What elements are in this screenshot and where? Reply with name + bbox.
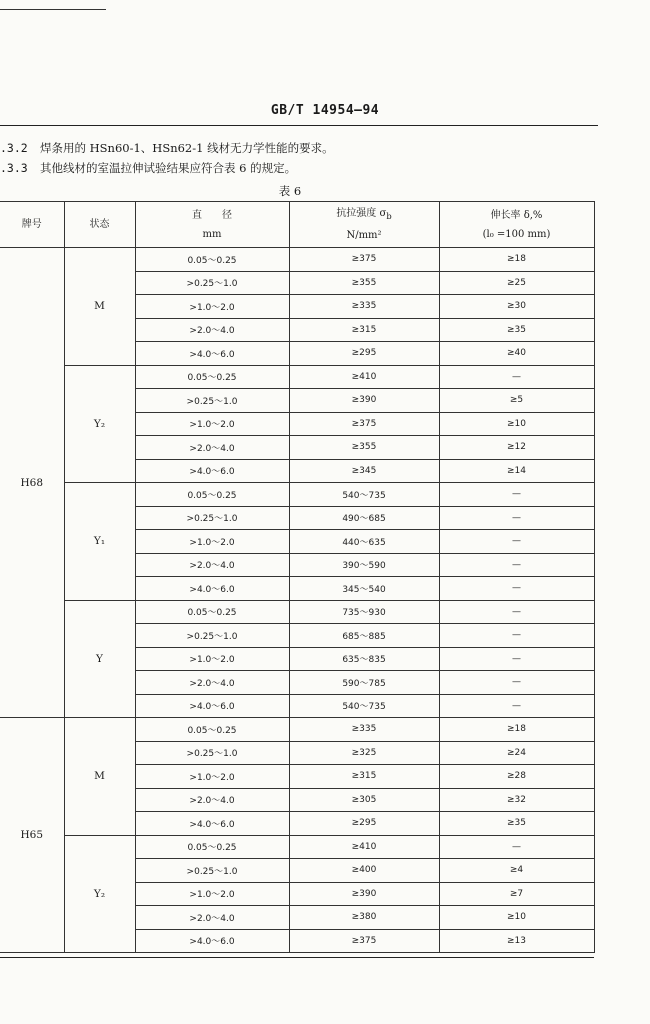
state-cell: M: [64, 718, 135, 836]
state-cell: Y₂: [64, 365, 135, 483]
header-diameter-unit: mm: [202, 228, 222, 240]
strength-cell: ≥335: [289, 295, 439, 319]
diameter-cell: 0.05～0.25: [135, 483, 289, 507]
elongation-cell: ≥32: [439, 788, 594, 812]
strength-cell: 490～685: [289, 506, 439, 530]
header-diameter-label: 直 径: [192, 209, 232, 221]
header-strength-unit: N/mm²: [346, 230, 382, 241]
elongation-cell: ≥4: [439, 859, 594, 883]
clause-number: .3.3: [0, 161, 28, 175]
strength-cell: ≥305: [289, 788, 439, 812]
property-table: [0, 201, 595, 953]
strength-cell: ≥375: [289, 929, 439, 953]
diameter-cell: >2.0～4.0: [135, 436, 289, 460]
elongation-cell: —: [439, 577, 594, 601]
diameter-cell: >4.0～6.0: [135, 694, 289, 718]
diameter-cell: >4.0～6.0: [135, 929, 289, 953]
diameter-cell: >4.0～6.0: [135, 812, 289, 836]
header-elongation-label: 伸长率 δ,%: [490, 209, 543, 221]
diameter-cell: >2.0～4.0: [135, 553, 289, 577]
elongation-cell: ≥10: [439, 412, 594, 436]
strength-cell: ≥410: [289, 365, 439, 389]
top-corner-rule: [0, 9, 106, 10]
diameter-cell: >1.0～2.0: [135, 295, 289, 319]
elongation-cell: ≥18: [439, 248, 594, 272]
state-cell: Y₂: [64, 835, 135, 953]
elongation-cell: ≥24: [439, 741, 594, 765]
strength-cell: 590～785: [289, 671, 439, 695]
header-diameter: [135, 202, 289, 248]
elongation-cell: ≥10: [439, 906, 594, 930]
elongation-cell: ≥35: [439, 812, 594, 836]
state-cell: Y₁: [64, 483, 135, 601]
elongation-cell: —: [439, 483, 594, 507]
strength-cell: 685～885: [289, 624, 439, 648]
elongation-cell: —: [439, 530, 594, 554]
header-rule: [0, 125, 598, 126]
diameter-cell: >2.0～4.0: [135, 906, 289, 930]
elongation-cell: ≥7: [439, 882, 594, 906]
diameter-cell: >0.25～1.0: [135, 624, 289, 648]
header-strength: [289, 202, 439, 248]
diameter-cell: 0.05～0.25: [135, 718, 289, 742]
elongation-cell: ≥12: [439, 436, 594, 460]
state-cell: M: [64, 248, 135, 366]
diameter-cell: 0.05～0.25: [135, 248, 289, 272]
strength-cell: 735～930: [289, 600, 439, 624]
strength-cell: ≥345: [289, 459, 439, 483]
diameter-cell: >4.0～6.0: [135, 459, 289, 483]
diameter-cell: >4.0～6.0: [135, 577, 289, 601]
diameter-cell: >1.0～2.0: [135, 530, 289, 554]
header-state: 状态: [64, 202, 135, 248]
elongation-cell: —: [439, 835, 594, 859]
diameter-cell: >4.0～6.0: [135, 342, 289, 366]
elongation-cell: —: [439, 365, 594, 389]
elongation-cell: ≥13: [439, 929, 594, 953]
strength-cell: 540～735: [289, 483, 439, 507]
clause-number: .3.2: [0, 141, 28, 155]
strength-cell: ≥400: [289, 859, 439, 883]
elongation-cell: ≥18: [439, 718, 594, 742]
strength-cell: ≥335: [289, 718, 439, 742]
diameter-cell: >0.25～1.0: [135, 741, 289, 765]
elongation-cell: ≥30: [439, 295, 594, 319]
diameter-cell: >1.0～2.0: [135, 412, 289, 436]
elongation-cell: ≥14: [439, 459, 594, 483]
strength-cell: ≥315: [289, 318, 439, 342]
diameter-cell: >1.0～2.0: [135, 647, 289, 671]
table-row: [0, 365, 594, 389]
diameter-cell: >2.0～4.0: [135, 318, 289, 342]
strength-cell: 635～835: [289, 647, 439, 671]
table-row: [0, 600, 594, 624]
strength-cell: ≥295: [289, 342, 439, 366]
strength-cell: ≥315: [289, 765, 439, 789]
diameter-cell: >2.0～4.0: [135, 671, 289, 695]
diameter-cell: 0.05～0.25: [135, 365, 289, 389]
table-row: [0, 483, 594, 507]
clause-3-3: [0, 160, 296, 176]
clause-text: 焊条用的 HSn60-1、HSn62-1 线材无力学性能的要求。: [40, 141, 334, 155]
elongation-cell: —: [439, 671, 594, 695]
header-strength-sub: b: [386, 211, 392, 221]
strength-cell: ≥380: [289, 906, 439, 930]
diameter-cell: >0.25～1.0: [135, 859, 289, 883]
table-row: [0, 835, 594, 859]
strength-cell: ≥375: [289, 248, 439, 272]
diameter-cell: >0.25～1.0: [135, 389, 289, 413]
elongation-cell: ≥25: [439, 271, 594, 295]
strength-cell: ≥410: [289, 835, 439, 859]
clause-3-2: [0, 140, 334, 156]
diameter-cell: 0.05～0.25: [135, 600, 289, 624]
table-bottom-rule: [0, 957, 594, 958]
table-row: [0, 718, 594, 742]
strength-cell: 540～735: [289, 694, 439, 718]
diameter-cell: >1.0～2.0: [135, 765, 289, 789]
elongation-cell: ≥28: [439, 765, 594, 789]
elongation-cell: —: [439, 624, 594, 648]
header-grade: 牌号: [0, 202, 64, 248]
elongation-cell: ≥5: [439, 389, 594, 413]
strength-cell: ≥355: [289, 436, 439, 460]
state-cell: Y: [64, 600, 135, 718]
elongation-cell: —: [439, 694, 594, 718]
table-caption: 表 6: [278, 184, 302, 198]
elongation-cell: ≥40: [439, 342, 594, 366]
diameter-cell: >2.0～4.0: [135, 788, 289, 812]
diameter-cell: >0.25～1.0: [135, 271, 289, 295]
table-header-row: [0, 202, 594, 248]
elongation-cell: ≥35: [439, 318, 594, 342]
elongation-cell: —: [439, 647, 594, 671]
strength-cell: ≥390: [289, 882, 439, 906]
strength-cell: ≥295: [289, 812, 439, 836]
elongation-cell: —: [439, 553, 594, 577]
diameter-cell: 0.05～0.25: [135, 835, 289, 859]
clause-text: 其他线材的室温拉伸试验结果应符合表 6 的规定。: [40, 161, 297, 175]
strength-cell: ≥375: [289, 412, 439, 436]
strength-cell: ≥390: [289, 389, 439, 413]
elongation-cell: —: [439, 600, 594, 624]
strength-cell: ≥325: [289, 741, 439, 765]
grade-cell: H65: [0, 718, 64, 953]
table-body: [0, 248, 594, 953]
strength-cell: 440～635: [289, 530, 439, 554]
header-elongation-note: (l₀ =100 mm): [482, 228, 551, 240]
grade-cell: H68: [0, 248, 64, 718]
strength-cell: ≥355: [289, 271, 439, 295]
header-elongation: [439, 202, 594, 248]
table-row: [0, 248, 594, 272]
diameter-cell: >0.25～1.0: [135, 506, 289, 530]
header-strength-label: 抗拉强度 σ: [336, 208, 387, 219]
strength-cell: 390～590: [289, 553, 439, 577]
elongation-cell: —: [439, 506, 594, 530]
standard-code: GB/T 14954—94: [270, 103, 380, 118]
diameter-cell: >1.0～2.0: [135, 882, 289, 906]
strength-cell: 345～540: [289, 577, 439, 601]
